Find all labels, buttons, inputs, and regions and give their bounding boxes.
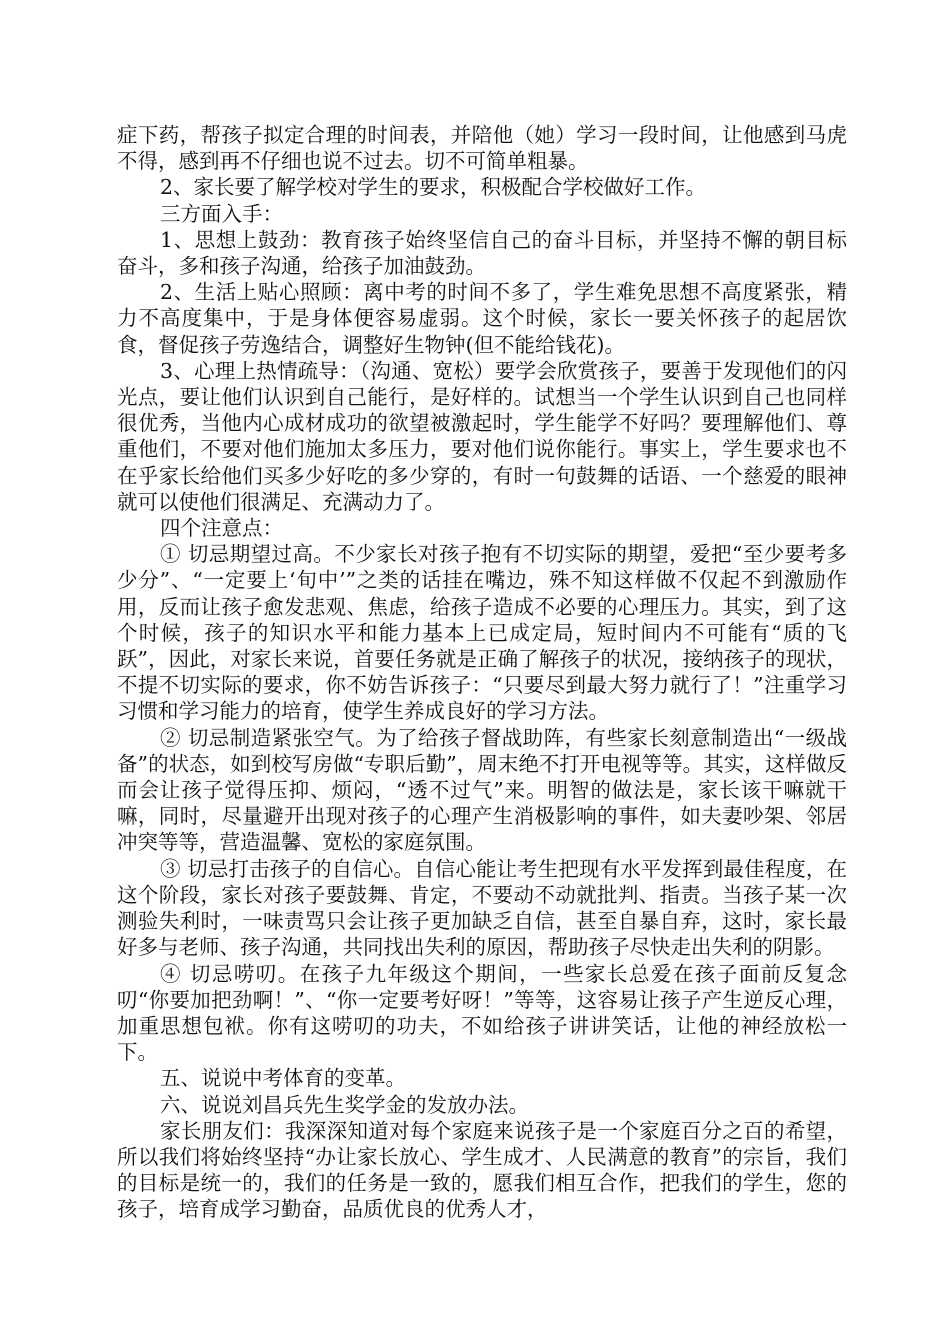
paragraph-point-3: ③ 切忌打击孩子的自信心。自信心能让考生把现有水平发挥到最佳程度，在这个阶段，家长对孩子要鼓舞、肯定，不要动不动就批判、指责。当孩子某一次测验失利时，一味责骂只会让孩子更加缺乏自信，甚至自暴自弃，这时，家长最好多与老师、孩子沟通，共同找出失利的原因，帮助孩子尽快走出失利的阴影。 [117, 856, 847, 960]
paragraph-section-five: 五、说说中考体育的变革。 [160, 1066, 406, 1091]
paragraph-three-aspects-heading: 三方面入手： [160, 201, 283, 226]
paragraph-parent-cooperation: 2、家长要了解学校对学生的要求，积极配合学校做好工作。 [160, 175, 707, 200]
paragraph-point-4: ④ 切忌唠叨。在孩子九年级这个期间，一些家长总爱在孩子面前反复念叨“你要加把劲啊！”、“你一定要考好呀！”等等，这容易让孩子产生逆反心理，加重思想包袱。你有这唠叨的功夫，不如给孩子讲讲笑话，让他的神经放松一下。 [117, 961, 847, 1065]
document-body [117, 122, 847, 1223]
paragraph-continuation: 症下药，帮孩子拟定合理的时间表，并陪他（她）学习一段时间，让他感到马虎不得，感到再不仔细也说不过去。切不可简单粗暴。 [117, 123, 847, 174]
paragraph-ideological-encouragement: 1、思想上鼓劲：教育孩子始终坚信自己的奋斗目标，并坚持不懈的朝目标奋斗，多和孩子沟通，给孩子加油鼓劲。 [117, 227, 847, 279]
paragraph-section-six: 六、说说刘昌兵先生奖学金的发放办法。 [160, 1092, 529, 1117]
paragraph-point-1: ① 切忌期望过高。不少家长对孩子抱有不切实际的期望，爱把“至少要考多少分”、“一定要上‘旬中’”之类的话挂在嘴边，殊不知这样做不仅起不到激励作用，反而让孩子愈发悲观、焦虑，给孩子造成不必要的心理压力。其实，到了这个时候，孩子的知识水平和能力基本上已成定局，短时间内不可能有“质的飞跃”，因此，对家长来说，首要任务就是正确了解孩子的状况，接纳孩子的现状，不提不切实际的要求，你不妨告诉孩子：“只要尽到最大努力就行了！”注重学习习惯和学习能力的培育，使学生养成良好的学习方法。 [117, 542, 847, 724]
paragraph-life-care: 2、生活上贴心照顾：离中考的时间不多了，学生难免思想不高度紧张，精力不高度集中，于是身体便容易虚弱。这个时候，家长一要关怀孩子的起居饮食，督促孩子劳逸结合，调整好生物钟(但不能给钱花)。 [117, 280, 847, 357]
paragraph-point-2: ② 切忌制造紧张空气。为了给孩子督战助阵，有些家长刻意制造出“一级战备”的状态，如到校写房做“专职后勤”，周末绝不打开电视等等。其实，这样做反而会让孩子觉得压抑、烦闷，“透不过气”来。明智的做法是，家长该干嘛就干嘛，同时，尽量避开出现对孩子的心理产生消极影响的事件，如夫妻吵架、邻居冲突等等，营造温馨、宽松的家庭氛围。 [117, 725, 847, 855]
paragraph-psychological-guidance: 3、心理上热情疏导：（沟通、宽松）要学会欣赏孩子，要善于发现他们的闪光点，要让他们认识到自己能行，是好样的。试想当一个学生认识到自己也同样很优秀，当他内心成材成功的欲望被激起时，学生能学不好吗？要理解他们、尊重他们，不要对他们施加太多压力，要对他们说你能行。事实上，学生要求也不在乎家长给他们买多少好吃的多少穿的，有时一句鼓舞的话语、一个慈爱的眼神就可以使他们很满足、充满动力了。 [117, 358, 847, 514]
paragraph-four-points-heading: 四个注意点： [160, 516, 283, 541]
paragraph-closing: 家长朋友们：我深深知道对每个家庭来说孩子是一个家庭百分之百的希望，所以我们将始终坚持“办让家长放心、学生成才、人民满意的教育”的宗旨，我们的目标是统一的，我们的任务是一致的，愿我们相互合作，把我们的学生，您的孩子，培育成学习勤奋，品质优良的优秀人才， [117, 1118, 847, 1222]
